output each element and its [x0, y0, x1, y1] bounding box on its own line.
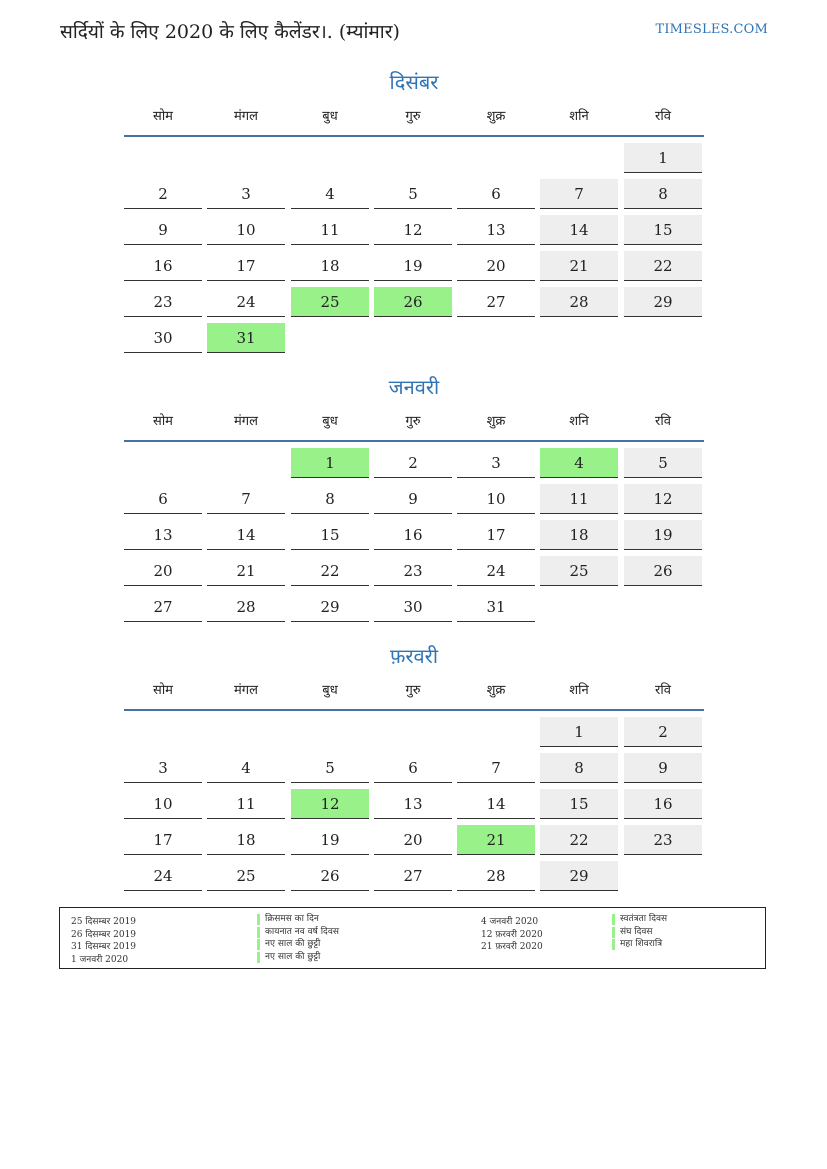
- weekday-label: रवि: [655, 683, 671, 698]
- day-cell[interactable]: 13: [374, 789, 452, 819]
- weekday-label: गुरु: [405, 109, 421, 124]
- weekday-label: रवि: [655, 414, 671, 429]
- day-cell[interactable]: 2: [124, 179, 202, 209]
- month-name: फ़रवरी: [389, 644, 439, 668]
- legend-date: 26 दिसम्बर 2019: [71, 929, 137, 940]
- weekday-header: [124, 680, 704, 704]
- holiday-legend: [59, 907, 766, 969]
- day-cell[interactable]: 3: [207, 179, 285, 209]
- weekday-label: गुरु: [405, 414, 421, 429]
- day-cell[interactable]: 28: [207, 592, 285, 622]
- day-cell[interactable]: 30: [124, 323, 202, 353]
- day-cell[interactable]: 14: [457, 789, 535, 819]
- day-cell[interactable]: 29: [624, 287, 702, 317]
- day-cell[interactable]: 1: [624, 143, 702, 173]
- day-cell[interactable]: 12: [624, 484, 702, 514]
- weekday-header: [124, 411, 704, 435]
- day-cell[interactable]: 19: [624, 520, 702, 550]
- day-cell[interactable]: 23: [374, 556, 452, 586]
- weekday-label: मंगल: [234, 109, 258, 124]
- header-divider: [124, 709, 704, 711]
- day-cell[interactable]: 14: [540, 215, 618, 245]
- day-cell[interactable]: 4: [291, 179, 369, 209]
- legend-date: 25 दिसम्बर 2019: [71, 917, 137, 927]
- day-cell[interactable]: 4: [540, 448, 618, 478]
- day-cell[interactable]: 22: [624, 251, 702, 281]
- weekday-header: [124, 106, 704, 130]
- day-cell[interactable]: 15: [291, 520, 369, 550]
- day-cell[interactable]: 2: [624, 717, 702, 747]
- weekday-label: मंगल: [234, 414, 258, 429]
- day-cell[interactable]: 21: [207, 556, 285, 586]
- weekday-label: सोम: [153, 109, 173, 124]
- day-cell[interactable]: 19: [374, 251, 452, 281]
- weekday-label: सोम: [153, 683, 173, 698]
- day-cell[interactable]: 20: [457, 251, 535, 281]
- legend-date: 21 फ़रवरी 2020: [481, 942, 543, 952]
- day-cell[interactable]: 31: [207, 323, 285, 353]
- weekday-label: बुध: [322, 414, 338, 429]
- month-name: दिसंबर: [389, 70, 439, 94]
- weekday-label: बुध: [322, 683, 338, 698]
- day-cell[interactable]: 23: [124, 287, 202, 317]
- day-cell[interactable]: 15: [624, 215, 702, 245]
- day-cell[interactable]: 8: [291, 484, 369, 514]
- day-cell[interactable]: 6: [124, 484, 202, 514]
- day-cell[interactable]: 14: [207, 520, 285, 550]
- legend-holiday-name: स्वतंत्रता दिवस: [612, 914, 667, 925]
- day-cell[interactable]: 24: [457, 556, 535, 586]
- day-cell[interactable]: 5: [374, 179, 452, 209]
- legend-holiday-name: महा शिवरात्रि: [612, 939, 662, 950]
- site-link[interactable]: TIMESLES.COM: [655, 22, 768, 37]
- day-cell[interactable]: 21: [457, 825, 535, 855]
- day-cell[interactable]: 5: [624, 448, 702, 478]
- day-cell[interactable]: 27: [374, 861, 452, 891]
- day-cell[interactable]: 29: [540, 861, 618, 891]
- day-cell[interactable]: 28: [457, 861, 535, 891]
- day-cell[interactable]: 25: [207, 861, 285, 891]
- day-cell[interactable]: 11: [540, 484, 618, 514]
- day-cell[interactable]: 21: [540, 251, 618, 281]
- day-cell[interactable]: 17: [457, 520, 535, 550]
- day-cell[interactable]: 17: [207, 251, 285, 281]
- day-cell[interactable]: 22: [540, 825, 618, 855]
- day-cell[interactable]: 17: [124, 825, 202, 855]
- day-cell[interactable]: 23: [624, 825, 702, 855]
- weekday-label: बुध: [322, 109, 338, 124]
- legend-date: 31 दिसम्बर 2019: [71, 942, 137, 952]
- day-cell[interactable]: 15: [540, 789, 618, 819]
- day-cell[interactable]: 19: [291, 825, 369, 855]
- day-cell[interactable]: 27: [457, 287, 535, 317]
- day-cell[interactable]: 10: [207, 215, 285, 245]
- day-cell[interactable]: 1: [291, 448, 369, 478]
- month-name: जनवरी: [388, 375, 440, 399]
- day-cell[interactable]: 22: [291, 556, 369, 586]
- legend-date: 1 जनवरी 2020: [71, 954, 129, 965]
- day-cell[interactable]: 25: [291, 287, 369, 317]
- legend-holiday-name: नए साल की छुट्टी: [257, 952, 320, 963]
- day-cell[interactable]: 13: [457, 215, 535, 245]
- weekday-label: शनि: [569, 109, 589, 124]
- day-cell[interactable]: 25: [540, 556, 618, 586]
- day-cell[interactable]: 11: [291, 215, 369, 245]
- day-cell[interactable]: 4: [207, 753, 285, 783]
- weekday-label: रवि: [655, 109, 671, 124]
- day-cell[interactable]: 1: [540, 717, 618, 747]
- day-cell[interactable]: 20: [124, 556, 202, 586]
- weekday-label: शनि: [569, 414, 589, 429]
- weekday-label: शुक्र: [486, 683, 506, 698]
- day-cell[interactable]: 9: [374, 484, 452, 514]
- day-cell[interactable]: 10: [124, 789, 202, 819]
- day-cell[interactable]: 8: [624, 179, 702, 209]
- day-cell[interactable]: 13: [124, 520, 202, 550]
- legend-date: 12 फ़रवरी 2020: [481, 929, 543, 940]
- legend-holiday-name: नए साल की छुट्टी: [257, 939, 320, 950]
- header-divider: [124, 135, 704, 137]
- legend-holiday-name: क्रिसमस का दिन: [257, 914, 319, 925]
- day-cell[interactable]: 7: [457, 753, 535, 783]
- day-cell[interactable]: 26: [374, 287, 452, 317]
- weekday-label: शुक्र: [486, 414, 506, 429]
- day-cell[interactable]: 26: [624, 556, 702, 586]
- day-cell[interactable]: 7: [540, 179, 618, 209]
- day-cell[interactable]: 18: [291, 251, 369, 281]
- day-cell[interactable]: 16: [624, 789, 702, 819]
- day-cell[interactable]: 16: [124, 251, 202, 281]
- day-cell[interactable]: 3: [124, 753, 202, 783]
- day-cell[interactable]: 20: [374, 825, 452, 855]
- day-cell[interactable]: 8: [540, 753, 618, 783]
- weekday-label: मंगल: [234, 683, 258, 698]
- day-cell[interactable]: 7: [207, 484, 285, 514]
- day-cell[interactable]: 30: [374, 592, 452, 622]
- day-cell[interactable]: 9: [624, 753, 702, 783]
- day-cell[interactable]: 3: [457, 448, 535, 478]
- day-cell[interactable]: 26: [291, 861, 369, 891]
- day-cell[interactable]: 18: [540, 520, 618, 550]
- day-cell[interactable]: 9: [124, 215, 202, 245]
- weekday-label: सोम: [153, 414, 173, 429]
- legend-holiday-name: कायनात नव वर्ष दिवस: [257, 927, 339, 938]
- day-cell[interactable]: 28: [540, 287, 618, 317]
- legend-holiday-name: संघ दिवस: [612, 927, 652, 938]
- day-cell[interactable]: 29: [291, 592, 369, 622]
- day-cell[interactable]: 12: [291, 789, 369, 819]
- day-cell[interactable]: 6: [374, 753, 452, 783]
- day-cell[interactable]: 10: [457, 484, 535, 514]
- day-cell[interactable]: 16: [374, 520, 452, 550]
- day-cell[interactable]: 2: [374, 448, 452, 478]
- day-cell[interactable]: 24: [207, 287, 285, 317]
- day-cell[interactable]: 5: [291, 753, 369, 783]
- weekday-label: गुरु: [405, 683, 421, 698]
- day-cell[interactable]: 27: [124, 592, 202, 622]
- day-cell[interactable]: 18: [207, 825, 285, 855]
- day-cell[interactable]: 12: [374, 215, 452, 245]
- page-title: सर्दियों के लिए 2020 के लिए कैलेंडर।. (म्यांमार): [60, 21, 400, 43]
- day-cell[interactable]: 31: [457, 592, 535, 622]
- weekday-label: शुक्र: [486, 109, 506, 124]
- header-divider: [124, 440, 704, 442]
- weekday-label: शनि: [569, 683, 589, 698]
- day-cell[interactable]: 6: [457, 179, 535, 209]
- legend-date: 4 जनवरी 2020: [481, 917, 539, 927]
- day-cell[interactable]: 11: [207, 789, 285, 819]
- day-cell[interactable]: 24: [124, 861, 202, 891]
